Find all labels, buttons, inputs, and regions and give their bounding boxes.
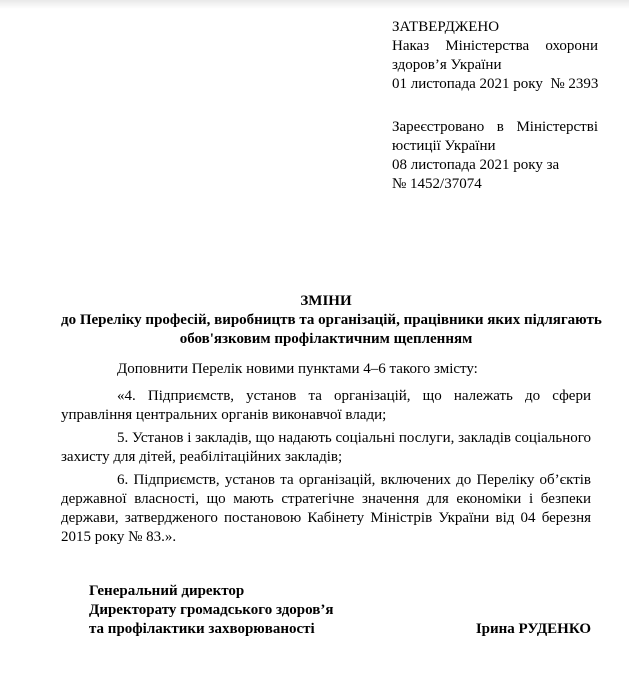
approved-order-line: Наказ Міністерства охорони <box>392 38 598 54</box>
text-line: 5. Установ і закладів, що надають соціальні послуги, закладів соціального <box>117 430 592 446</box>
position-line: Директорату громадського здоров’я <box>89 602 334 618</box>
text-line: Доповнити Перелік новими пунктами 4–6 такого змісту: <box>117 361 478 377</box>
title-subtitle-line2: обов'язковим профілактичним щепленням <box>179 331 473 347</box>
text-line: 2015 року № 83.». <box>61 529 177 545</box>
text-line: 6. Підприємств, установ та організацій, включених до Переліку об’єктів <box>117 472 591 488</box>
paragraph-intro <box>61 360 591 379</box>
position-line: Генеральний директор <box>89 583 245 599</box>
signature-block <box>89 582 591 639</box>
text-line: держави, затвердженого постановою Кабінету Міністрів України від 04 березня <box>61 510 591 526</box>
page-top-fade <box>0 0 629 9</box>
position-line: та профілактики захворюваності <box>89 621 315 637</box>
approved-date-number: 01 листопада 2021 року № 2393 <box>392 76 599 92</box>
registered-ministry-line: юстиції України <box>392 138 496 154</box>
signatory-name: Ірина РУДЕНКО <box>475 621 591 637</box>
text-line: захисту для дітей, реабілітаційних закладів; <box>61 449 343 465</box>
title-subtitle-line1: до Переліку професій, виробництв та організацій, працівники яких підлягають <box>61 312 602 328</box>
document-title <box>61 292 602 349</box>
approved-stamp-block <box>392 18 598 94</box>
registered-number-line: № 1452/37074 <box>392 176 482 192</box>
approved-heading: ЗАТВЕРДЖЕНО <box>392 19 500 35</box>
registered-heading-line: Зареєстровано в Міністерстві <box>392 119 598 135</box>
text-line: державної власності, що мають стратегічне значення для економіки і безпеки <box>61 491 591 507</box>
paragraph-point-6 <box>61 471 591 547</box>
paragraph-point-5 <box>61 429 591 467</box>
text-line: управління центральних органів виконавчої влади; <box>61 407 387 423</box>
text-line: «4. Підприємств, установ та організацій, що належать до сфери <box>117 388 591 404</box>
document-body <box>61 360 591 551</box>
registered-date-line: 08 листопада 2021 року за <box>392 157 560 173</box>
paragraph-point-4 <box>61 387 591 425</box>
approved-ministry-line: здоров’я України <box>392 57 502 73</box>
registered-stamp-block <box>392 118 598 194</box>
title-word: ЗМІНИ <box>300 293 352 309</box>
signatory-position <box>89 582 333 639</box>
